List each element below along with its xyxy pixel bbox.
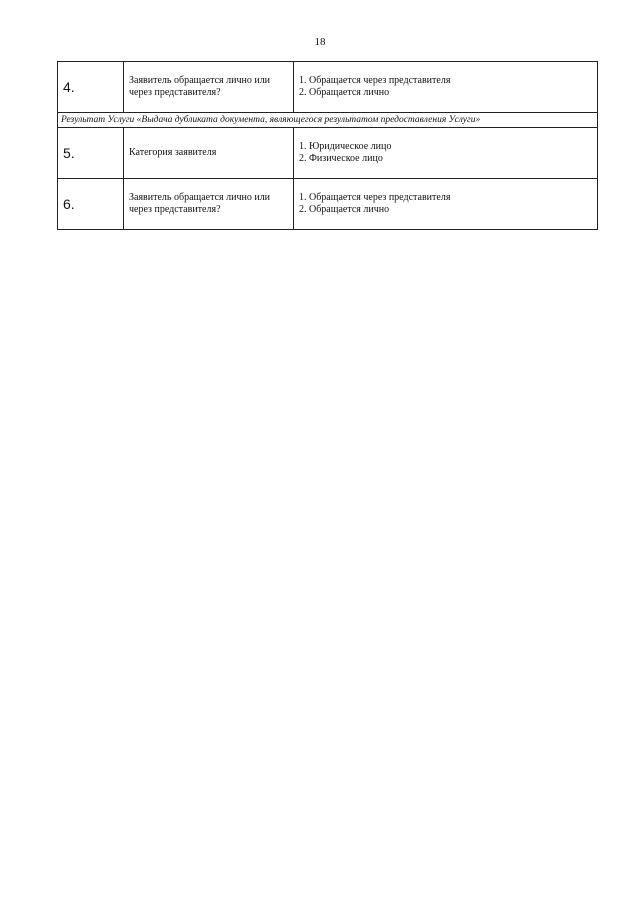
answer-option: 1. Обращается через представителя (299, 75, 451, 86)
question-cell (124, 179, 294, 230)
question-cell (124, 128, 294, 179)
row-number: 5. (58, 128, 124, 179)
table-row (58, 62, 598, 113)
question-cell (124, 62, 294, 113)
questions-table (57, 61, 598, 230)
question-text: Категория заявителя (129, 147, 217, 158)
answers-cell (294, 179, 598, 230)
question-text: Заявитель обращается лично или через представителя? (129, 192, 271, 215)
row-number: 4. (58, 62, 124, 113)
answer-option: 2. Физическое лицо (299, 153, 383, 164)
answer-option: 1. Юридическое лицо (299, 141, 392, 152)
answers-cell (294, 128, 598, 179)
answers-cell (294, 62, 598, 113)
answer-option: 2. Обращается лично (299, 204, 390, 215)
table-row (58, 179, 598, 230)
answer-option: 2. Обращается лично (299, 87, 390, 98)
section-title: Результат Услуги «Выдача дубликата документа, являющегося результатом предоставления Услуги» (58, 113, 598, 128)
page-number: 18 (314, 36, 326, 48)
section-row (58, 113, 598, 128)
answer-option: 1. Обращается через представителя (299, 192, 451, 203)
row-number: 6. (58, 179, 124, 230)
question-text: Заявитель обращается лично или через представителя? (129, 75, 271, 98)
table-row (58, 128, 598, 179)
